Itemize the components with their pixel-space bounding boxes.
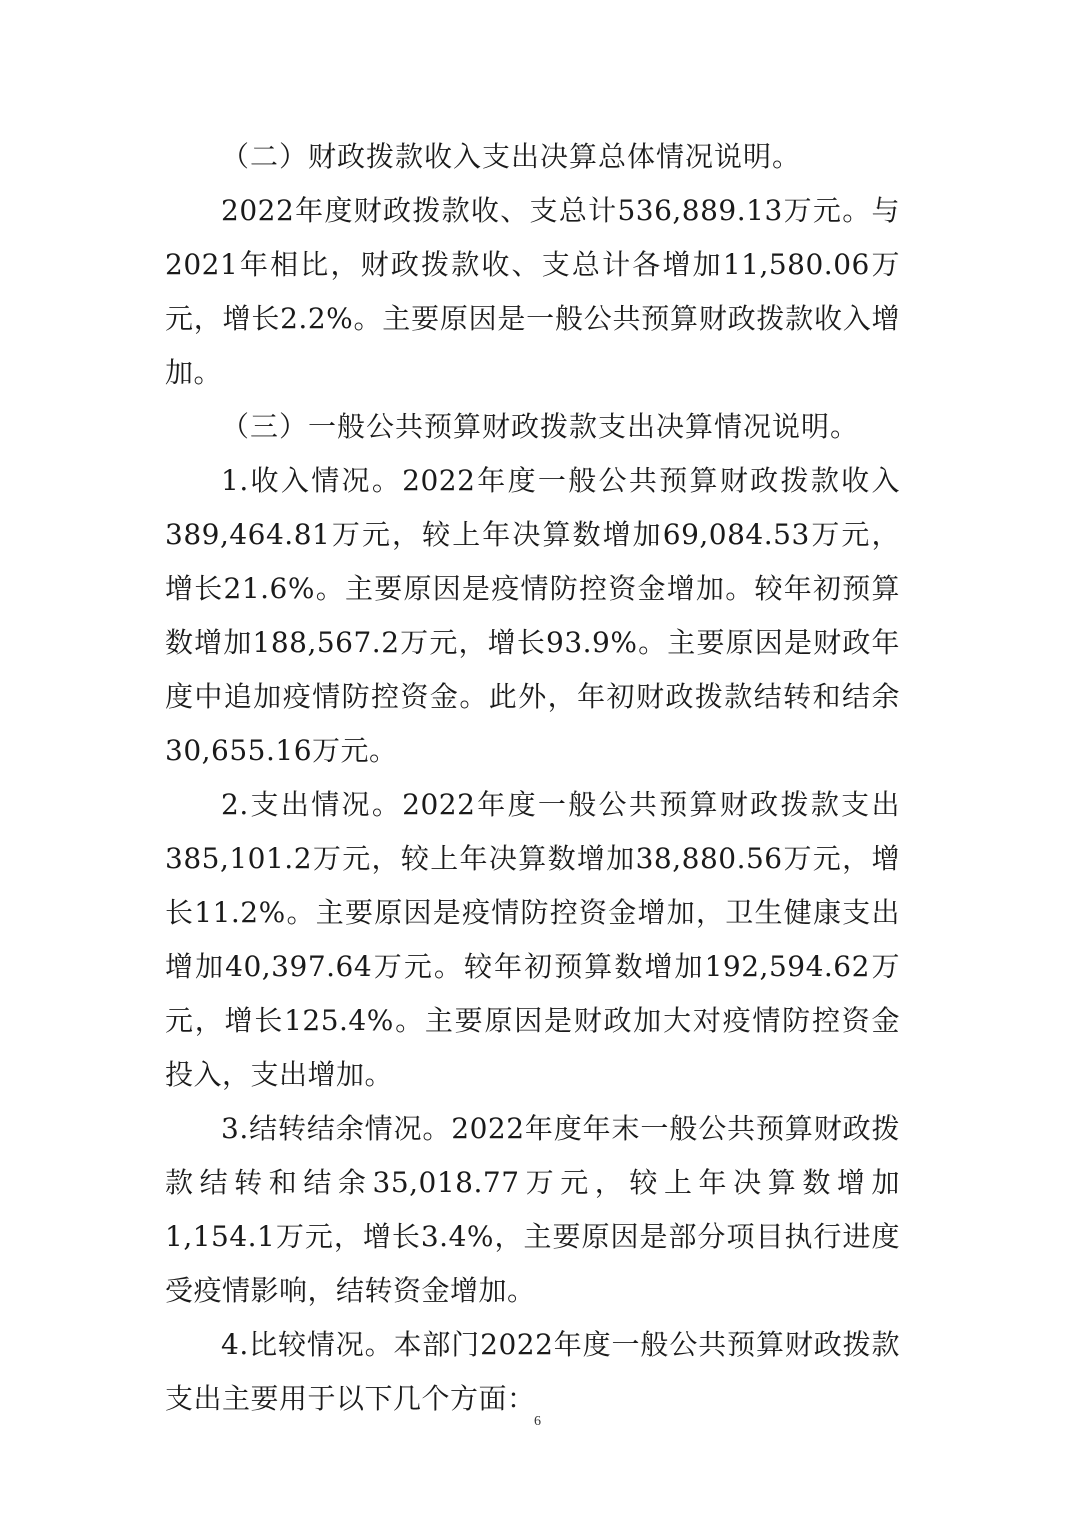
section-heading-2: （二）财政拨款收入支出决算总体情况说明。 bbox=[221, 140, 802, 173]
document-body bbox=[165, 130, 900, 1426]
section-heading-3: （三）一般公共预算财政拨款支出决算情况说明。 bbox=[221, 410, 860, 443]
income-paragraph: 1.收入情况。2022年度一般公共预算财政拨款收入389,464.81万元，较上年决算数增加69,084.53万元，增长21.6%。主要原因是疫情防控资金增加。较年初预算数增加188,567.2万元，增长93.9%。主要原因是财政年度中追加疫情防控资金。此外，年初财政拨款结转和结余30,655.16万元。 bbox=[165, 464, 900, 767]
carryover-paragraph: 3.结转结余情况。2022年度年末一般公共预算财政拨款结转和结余35,018.77万元，较上年决算数增加1,154.1万元，增长3.4%，主要原因是部分项目执行进度受疫情影响，结转资金增加。 bbox=[165, 1112, 900, 1307]
expenditure-paragraph: 2.支出情况。2022年度一般公共预算财政拨款支出385,101.2万元，较上年决算数增加38,880.56万元，增长11.2%。主要原因是疫情防控资金增加，卫生健康支出增加40,397.64万元。较年初预算数增加192,594.62万元，增长125.4%。主要原因是财政加大对疫情防控资金投入，支出增加。 bbox=[165, 788, 900, 1091]
section-2-paragraph: 2022年度财政拨款收、支总计536,889.13万元。与2021年相比，财政拨款收、支总计各增加11,580.06万元，增长2.2%。主要原因是一般公共预算财政拨款收入增加。 bbox=[165, 194, 900, 389]
comparison-paragraph: 4.比较情况。本部门2022年度一般公共预算财政拨款支出主要用于以下几个方面： bbox=[165, 1328, 900, 1415]
page-number: 6 bbox=[534, 1414, 541, 1429]
